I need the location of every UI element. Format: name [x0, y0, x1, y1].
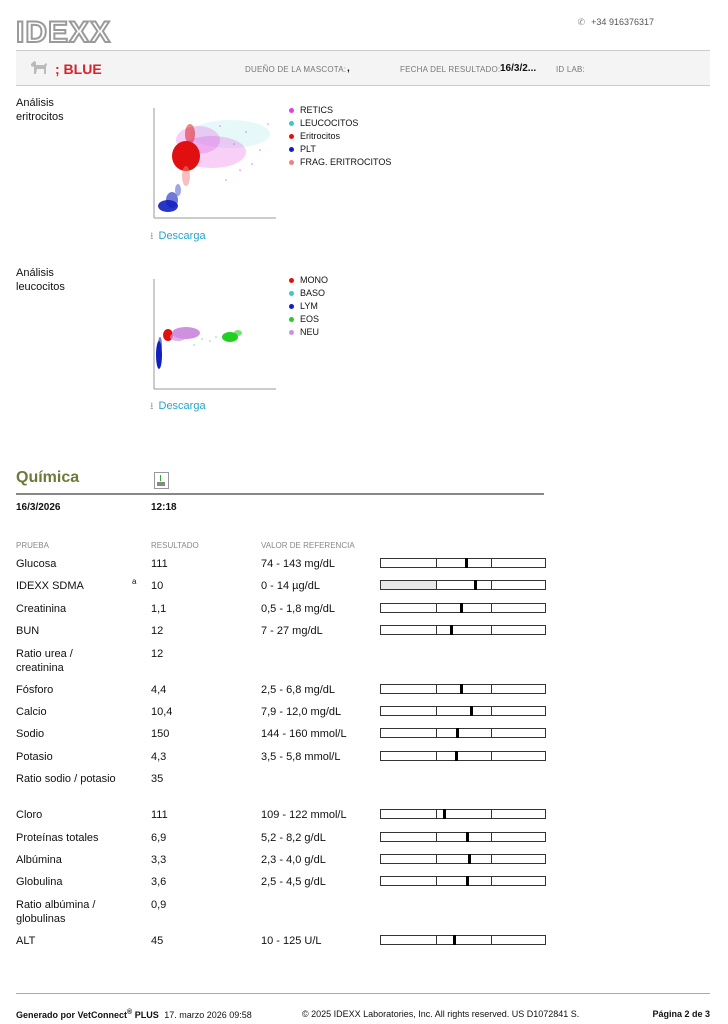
gauge-divider [491, 729, 492, 737]
gauge-marker [470, 706, 473, 716]
gauge-divider [491, 581, 492, 589]
col-header-test: PRUEBA [16, 541, 49, 550]
download-text: Descarga [158, 400, 206, 412]
result-value: 3,3 [151, 854, 167, 866]
result-value: 3,6 [151, 876, 167, 889]
reference-range: 0,5 - 1,8 mg/dL [261, 602, 335, 615]
owner-label: DUEÑO DE LA MASCOTA: [245, 65, 347, 74]
gauge-marker [456, 728, 459, 738]
gauge-divider [491, 685, 492, 693]
legend-dot [289, 317, 294, 322]
reference-range: 2,3 - 4,0 g/dL [261, 854, 326, 866]
gauge-divider [436, 833, 437, 841]
legend-item-neu [289, 326, 328, 339]
gauge-divider [436, 707, 437, 715]
gauge-divider [491, 752, 492, 760]
legend-text: NEU [300, 327, 320, 337]
gauge-divider [436, 855, 437, 863]
leuco-scatter [150, 275, 278, 391]
generated-suffix: PLUS [134, 1010, 159, 1020]
legend-dot [289, 160, 294, 165]
download-text: Descarga [158, 230, 206, 242]
result-value: 111 [151, 558, 168, 570]
gauge-divider [491, 855, 492, 863]
range-gauge [380, 558, 546, 568]
date-label: FECHA DEL RESULTADO: [400, 65, 501, 74]
legend-item-lym [289, 300, 328, 313]
gauge-marker [460, 603, 463, 613]
test-name: Ratio urea / creatinina [16, 647, 73, 674]
test-name: Ratio sodio / potasio [16, 773, 116, 786]
leuco-label-line2: leucocitos [16, 281, 65, 293]
download-icon: ⭳ [150, 401, 154, 412]
legend-dot [289, 121, 294, 126]
gauge-divider [436, 752, 437, 760]
gauge-divider [491, 877, 492, 885]
legend-dot [289, 304, 294, 309]
gauge-marker [465, 558, 468, 568]
test-name: Globulina [16, 876, 63, 889]
gauge-marker [453, 935, 456, 945]
phone-text: +34 916376317 [591, 17, 654, 27]
footer-copyright: © 2025 IDEXX Laboratories, Inc. All rights reserved. US D1072841 S. [302, 1009, 580, 1019]
result-value: 10,4 [151, 706, 173, 718]
legend-item-eos [289, 313, 328, 326]
footnote-mark: a [132, 577, 137, 587]
leuco-scatter-svg [150, 275, 278, 391]
result-value: 12 [151, 647, 164, 660]
gauge-divider [436, 604, 437, 612]
legend-text: LEUCOCITOS [300, 118, 359, 128]
reference-range: 144 - 160 mmol/L [261, 728, 347, 741]
legend-text: RETICS [300, 105, 334, 115]
leuco-label [16, 266, 65, 294]
leuco-label-line1: Análisis [16, 267, 54, 279]
range-gauge [380, 580, 546, 590]
gauge-marker [450, 625, 453, 635]
reference-range: 10 - 125 U/L [261, 934, 322, 947]
result-value: 12 [151, 625, 164, 638]
result-value: 1,1 [151, 602, 167, 615]
test-name: Ratio albúmina / globulinas [16, 898, 96, 925]
range-gauge [380, 935, 546, 945]
col-header-ref: VALOR DE REFERENCIA [261, 541, 355, 550]
eritro-label-line1: Análisis [16, 97, 54, 109]
range-gauge [380, 603, 546, 613]
leuco-download-link[interactable] [150, 399, 206, 416]
quimica-date: 16/3/2026 [16, 502, 61, 513]
test-name: Creatinina [16, 602, 67, 615]
gauge-divider [436, 877, 437, 885]
result-value: 150 [151, 728, 170, 741]
range-gauge [380, 854, 546, 864]
gauge-divider [491, 810, 492, 818]
legend-dot [289, 147, 294, 152]
result-value: 45 [151, 934, 164, 947]
range-gauge [380, 809, 546, 819]
test-name: Cloro [16, 809, 43, 822]
range-gauge [380, 832, 546, 842]
gauge-divider [491, 833, 492, 841]
legend-item-plt [289, 143, 391, 156]
patient-name: ; BLUE [55, 61, 102, 77]
eritro-scatter-svg [150, 104, 278, 220]
test-name: Fósforo [16, 683, 54, 696]
patient-bar [16, 50, 710, 86]
result-value: 10 [151, 580, 164, 593]
test-name: ALT [16, 934, 36, 947]
legend-dot [289, 108, 294, 113]
leuco-eos-cluster [222, 330, 242, 342]
gauge-divider [491, 707, 492, 715]
legend-dot [289, 291, 294, 296]
quimica-divider [16, 493, 544, 495]
footer-divider [16, 993, 710, 994]
generated-date: 17. marzo 2026 09:58 [164, 1010, 252, 1020]
legend-item-baso [289, 287, 328, 300]
range-gauge [380, 876, 546, 886]
generated-reg: ® [127, 1009, 133, 1016]
quimica-title: Química [16, 469, 80, 486]
download-icon: ⭳ [150, 231, 154, 242]
col-header-result: RESULTADO [151, 541, 199, 550]
gauge-marker [474, 580, 477, 590]
reference-range: 2,5 - 4,5 g/dL [261, 876, 326, 889]
result-value: 35 [151, 773, 164, 786]
phone-number [578, 17, 654, 28]
legend-item-frag [289, 156, 391, 169]
legend-text: EOS [300, 314, 320, 324]
gauge-shaded-zone [381, 581, 436, 589]
legend-item-eritrocitos [289, 130, 391, 143]
chart-doc-icon[interactable] [154, 472, 169, 489]
result-value: 0,9 [151, 898, 167, 911]
gauge-divider [436, 559, 437, 567]
logo-text: IDEXX [16, 16, 112, 49]
reference-range: 7,9 - 12,0 mg/dL [261, 706, 342, 718]
legend-text: LYM [300, 301, 318, 311]
result-value: 4,3 [151, 750, 167, 763]
footer-generated [16, 1009, 252, 1020]
gauge-divider [436, 581, 437, 589]
test-name: Proteínas totales [16, 831, 99, 844]
date-value: 16/3/2... [500, 63, 537, 74]
reference-range: 2,5 - 6,8 mg/dL [261, 683, 335, 696]
gauge-marker [468, 854, 471, 864]
legend-text: Eritrocitos [300, 131, 341, 141]
gauge-marker [466, 832, 469, 842]
legend-text: BASO [300, 288, 326, 298]
legend-text: PLT [300, 144, 316, 154]
gauge-divider [491, 936, 492, 944]
reference-range: 74 - 143 mg/dL [261, 558, 335, 570]
range-gauge [380, 625, 546, 635]
eritro-scatter [150, 104, 278, 220]
test-name: Albúmina [16, 854, 62, 866]
gauge-divider [436, 685, 437, 693]
legend-item-retics [289, 104, 391, 117]
test-name: Sodio [16, 728, 45, 741]
idexx-logo [16, 18, 111, 48]
generated-prefix: Generado por VetConnect [16, 1010, 128, 1020]
footer-page: Página 2 de 3 [652, 1009, 710, 1019]
legend-text: FRAG. ERITROCITOS [300, 157, 392, 167]
result-value: 111 [151, 809, 168, 822]
range-gauge [380, 684, 546, 694]
legend-item-mono [289, 274, 328, 287]
legend-text: MONO [300, 275, 328, 285]
gauge-divider [436, 626, 437, 634]
eritro-label [16, 96, 64, 124]
gauge-divider [436, 810, 437, 818]
range-gauge [380, 751, 546, 761]
range-gauge [380, 706, 546, 716]
phone-icon: ✆ [577, 17, 586, 27]
reference-range: 7 - 27 mg/dL [261, 625, 323, 638]
legend-dot [289, 330, 294, 335]
test-name: BUN [16, 625, 40, 638]
eritro-plt-cluster [158, 184, 181, 212]
leuco-neu-cluster [170, 327, 200, 341]
legend-dot [289, 278, 294, 283]
quimica-time: 12:18 [151, 502, 177, 513]
gauge-marker [455, 751, 458, 761]
range-gauge [380, 728, 546, 738]
leuco-legend [289, 274, 328, 339]
gauge-divider [491, 626, 492, 634]
gauge-divider [491, 604, 492, 612]
gauge-divider [491, 559, 492, 567]
test-name: Calcio [16, 706, 47, 718]
test-name: Glucosa [16, 558, 57, 570]
test-name: IDEXX SDMA [16, 580, 84, 593]
leuco-lym-cluster [156, 337, 162, 369]
result-value: 6,9 [151, 831, 167, 844]
gauge-marker [443, 809, 446, 819]
owner-value: , [347, 63, 350, 74]
reference-range: 5,2 - 8,2 g/dL [261, 831, 326, 844]
legend-item-leucocitos [289, 117, 391, 130]
lab-id-label: ID LAB: [556, 65, 585, 74]
dog-icon [28, 57, 50, 82]
gauge-divider [436, 936, 437, 944]
eritro-legend [289, 104, 391, 169]
reference-range: 109 - 122 mmol/L [261, 809, 347, 822]
eritro-download-link[interactable] [150, 229, 206, 246]
reference-range: 3,5 - 5,8 mmol/L [261, 750, 341, 763]
legend-dot [289, 134, 294, 139]
reference-range: 0 - 14 µg/dL [261, 580, 320, 593]
gauge-marker [466, 876, 469, 886]
result-value: 4,4 [151, 683, 167, 696]
gauge-divider [436, 729, 437, 737]
test-name: Potasio [16, 750, 53, 763]
eritro-label-line2: eritrocitos [16, 111, 64, 123]
gauge-marker [460, 684, 463, 694]
